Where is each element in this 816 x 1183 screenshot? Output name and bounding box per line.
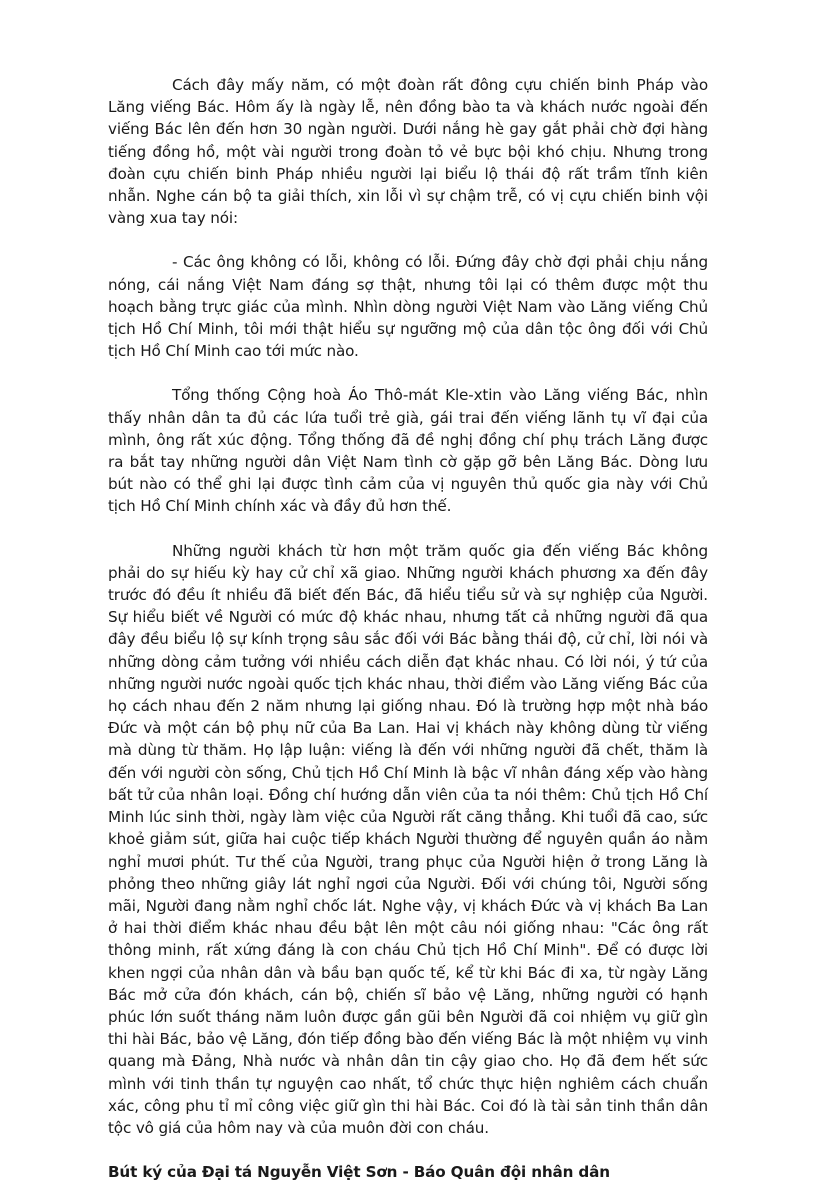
paragraph-veterans-visit: Cách đây mấy năm, có một đoàn rất đông cựu chiến binh Pháp vào Lăng viếng Bác. Hôm ấy là ngày lễ, nên đồng bào ta và khách nước ngoài đến viếng Bác lên đến hơn 30 ngàn người. Dưới nắng hè gay gắt phải chờ đợi hàng tiếng đồng hồ, một vài người trong đoàn tỏ vẻ bực bội khó chịu. Nhưng trong đoàn cựu chiến binh Pháp nhiều người lại biểu lộ thái độ rất trầm tĩnh kiên nhẫn. Nghe cán bộ ta giải thích, xin lỗi vì sự chậm trễ, có vị cựu chiến binh vội vàng xua tay nói: <box>108 76 708 228</box>
document-page <box>108 74 708 1183</box>
paragraph-veteran-quote: - Các ông không có lỗi, không có lỗi. Đứng đây chờ đợi phải chịu nắng nóng, cái nắng Việt Nam đáng sợ thật, nhưng tôi lại có thêm được một thu hoạch bằng trực giác của mình. Nhìn dòng người Việt Nam vào Lăng viếng Chủ tịch Hồ Chí Minh, tôi mới thật hiểu sự ngưỡng mộ của dân tộc ông đối với Chủ tịch Hồ Chí Minh cao tới mức nào. <box>108 253 708 361</box>
paragraph-foreign-visitors: Những người khách từ hơn một trăm quốc gia đến viếng Bác không phải do sự hiếu kỳ hay cử chỉ xã giao. Những người khách phương xa đến đây trước đó đều ít nhiều đã biết đến Bác, đã hiểu tiểu sử và sự nghiệp của Người. Sự hiểu biết về Người có mức độ khác nhau, nhưng tất cả những người đã qua đây đều biểu lộ sự kính trọng sâu sắc đối với Bác bằng thái độ, cử chỉ, lời nói và những dòng cảm tưởng với nhiều cách diễn đạt khác nhau. Có lời nói, ý tứ của những người nước ngoài quốc tịch khác nhau, thời điểm vào Lăng viếng Bác của họ cách nhau đến 2 năm nhưng lại giống nhau. Đó là trường hợp một nhà báo Đức và một cán bộ phụ nữ của Ba Lan. Hai vị khách này không dùng từ viếng mà dùng từ thăm. Họ lập luận: viếng là đến với những người đã chết, thăm là đến với người còn sống, Chủ tịch Hồ Chí Minh là bậc vĩ nhân đáng xếp vào hàng bất tử của nhân loại. Đồng chí hướng dẫn viên của ta nói thêm: Chủ tịch Hồ Chí Minh lúc sinh thời, ngày làm việc của Người rất căng thẳng. Khi tuổi đã cao, sức khoẻ giảm sút, giữa hai cuộc tiếp khách Người thường để nguyên quần áo nằm nghỉ mươi phút. Tư thế của Người, trang phục của Người hiện ở trong Lăng là phỏng theo những giây lát nghỉ ngơi của Người. Đối với chúng tôi, Người sống mãi, Người đang nằm nghỉ chốc lát. Nghe vậy, vị khách Đức và vị khách Ba Lan ở hai thời điểm khác nhau đều bật lên một câu nói giống nhau: "Các ông rất thông minh, rất xứng đáng là con cháu Chủ tịch Hồ Chí Minh". Để có được lời khen ngợi của nhân dân và bầu bạn quốc tế, kể từ khi Bác đi xa, từ ngày Lăng Bác mở cửa đón khách, cán bộ, chiến sĩ bảo vệ Lăng, những người có hạnh phúc lớn suốt tháng năm luôn được gần gũi bên Người đã coi nhiệm vụ giữ gìn thi hài Bác, bảo vệ Lăng, đón tiếp đồng bào đến viếng Bác là một nhiệm vụ vinh quang mà Đảng, Nhà nước và nhân dân tin cậy giao cho. Họ đã đem hết sức mình với tinh thần tự nguyện cao nhất, tổ chức thực hiện nghiêm cách chuẩn xác, công phu tỉ mỉ công việc giữ gìn thi hài Bác. Coi đó là tài sản tinh thần dân tộc vô giá của hôm nay và của muôn đời con cháu. <box>108 541 708 1137</box>
paragraph-austrian-president: Tổng thống Cộng hoà Áo Thô-mát Kle-xtin vào Lăng viếng Bác, nhìn thấy nhân dân ta đủ các lứa tuổi trẻ già, gái trai đến viếng lãnh tụ vĩ đại của mình, ông rất xúc động. Tổng thống đã đề nghị đồng chí phụ trách Lăng được ra bắt tay những người dân Việt Nam tình cờ gặp gỡ bên Lăng Bác. Dòng lưu bút nào có thể ghi lại được tình cảm của vị nguyên thủ quốc gia này với Chủ tịch Hồ Chí Minh chính xác và đầy đủ hơn thế. <box>108 386 708 516</box>
author-signature: Bút ký của Đại tá Nguyễn Việt Sơn - Báo Quân đội nhân dân <box>108 1163 610 1182</box>
